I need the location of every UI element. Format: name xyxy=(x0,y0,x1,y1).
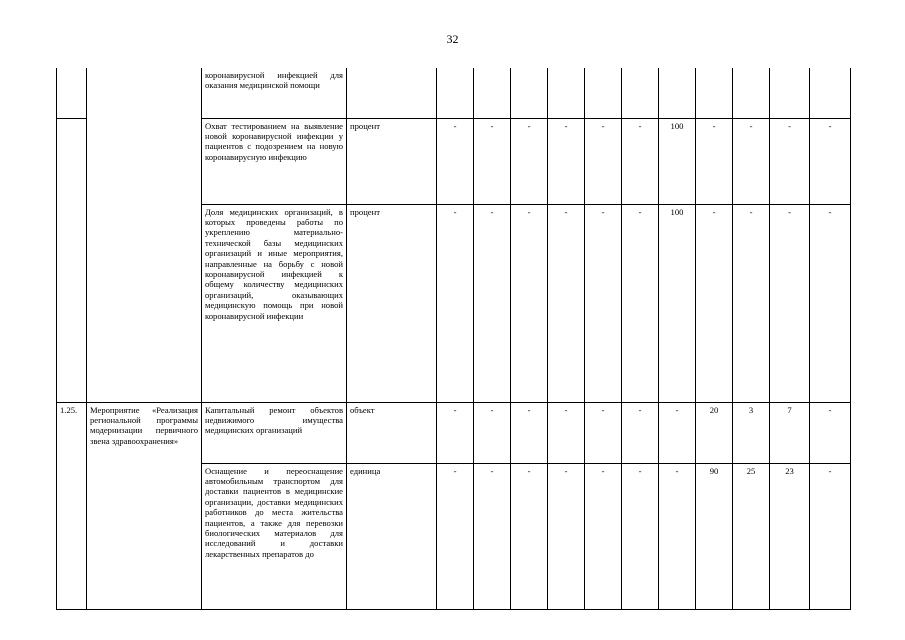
indicator-cell: Охват тестированием на выявление новой коронавирусной инфекции у пациентов с подозрением на новую коронавирусную инфекцию xyxy=(202,118,347,204)
value-cell xyxy=(810,68,851,118)
value-cell: - xyxy=(622,204,659,402)
indicator-cell: Капитальный ремонт объектов недвижимого имущества медицинских организаций xyxy=(202,402,347,463)
unit-cell: единица xyxy=(347,463,437,609)
value-cell: - xyxy=(585,118,622,204)
measure-cell: Мероприятие «Реализация региональной программы модернизации первичного звена здравоохранения» xyxy=(87,402,202,609)
value-cell: - xyxy=(622,118,659,204)
value-cell: - xyxy=(622,402,659,463)
value-cell: - xyxy=(622,463,659,609)
indicator-cell: Доля медицинских организаций, в которых проведены работы по укреплению материально-технической базы медицинских организаций и иные мероприятия, направленные на борьбу с новой коронавирусной инфекцией к общему количеству медицинских организаций, оказывающих медицинскую помощь при новой коронавирусной инфекции xyxy=(202,204,347,402)
value-cell: 23 xyxy=(770,463,810,609)
value-cell: - xyxy=(659,463,696,609)
value-cell xyxy=(770,68,810,118)
value-cell: - xyxy=(733,204,770,402)
unit-cell xyxy=(347,68,437,118)
value-cell: - xyxy=(511,118,548,204)
value-cell: - xyxy=(437,118,474,204)
value-cell: 3 xyxy=(733,402,770,463)
value-cell: - xyxy=(585,463,622,609)
value-cell xyxy=(659,68,696,118)
value-cell: - xyxy=(548,463,585,609)
unit-cell: объект xyxy=(347,402,437,463)
value-cell: - xyxy=(696,118,733,204)
value-cell: - xyxy=(511,204,548,402)
value-cell: - xyxy=(548,118,585,204)
value-cell: - xyxy=(770,204,810,402)
number-cell xyxy=(57,118,87,204)
value-cell: - xyxy=(548,204,585,402)
value-cell: - xyxy=(511,463,548,609)
value-cell: - xyxy=(696,204,733,402)
value-cell xyxy=(511,68,548,118)
value-cell xyxy=(474,68,511,118)
value-cell xyxy=(733,68,770,118)
table-row xyxy=(57,204,851,402)
value-cell: - xyxy=(659,402,696,463)
value-cell: 100 xyxy=(659,118,696,204)
measure-cell xyxy=(87,118,202,204)
value-cell: - xyxy=(474,402,511,463)
value-cell xyxy=(437,68,474,118)
value-cell: 100 xyxy=(659,204,696,402)
value-cell: 25 xyxy=(733,463,770,609)
value-cell: 20 xyxy=(696,402,733,463)
unit-cell: процент xyxy=(347,118,437,204)
measure-cell xyxy=(87,68,202,118)
value-cell: - xyxy=(437,204,474,402)
value-cell: - xyxy=(548,402,585,463)
value-cell: - xyxy=(474,118,511,204)
value-cell: - xyxy=(437,402,474,463)
value-cell: - xyxy=(770,118,810,204)
value-cell: - xyxy=(733,118,770,204)
value-cell: - xyxy=(474,463,511,609)
indicator-cell: коронавирусной инфекцией для оказания медицинской помощи xyxy=(202,68,347,118)
value-cell xyxy=(585,68,622,118)
value-cell xyxy=(622,68,659,118)
number-cell xyxy=(57,68,87,118)
table-row-continuation xyxy=(57,68,851,118)
number-cell xyxy=(57,204,87,402)
value-cell: - xyxy=(437,463,474,609)
unit-cell: процент xyxy=(347,204,437,402)
indicators-table xyxy=(56,68,851,610)
value-cell: - xyxy=(474,204,511,402)
value-cell: - xyxy=(585,402,622,463)
value-cell: - xyxy=(810,463,851,609)
indicator-cell: Оснащение и переоснащение автомобильным транспортом для доставки пациентов в медицинские организации, доставки медицинских работников до места жительства пациентов, а также для перевозки биологических материалов для исследований и доставки лекарственных препаратов до xyxy=(202,463,347,609)
table-row xyxy=(57,118,851,204)
number-cell: 1.25. xyxy=(57,402,87,609)
value-cell: 90 xyxy=(696,463,733,609)
table-row xyxy=(57,402,851,463)
value-cell: - xyxy=(810,204,851,402)
page-number: 32 xyxy=(446,32,459,46)
value-cell: - xyxy=(511,402,548,463)
value-cell xyxy=(548,68,585,118)
value-cell: 7 xyxy=(770,402,810,463)
measure-cell xyxy=(87,204,202,402)
value-cell: - xyxy=(810,402,851,463)
value-cell xyxy=(696,68,733,118)
value-cell: - xyxy=(585,204,622,402)
value-cell: - xyxy=(810,118,851,204)
